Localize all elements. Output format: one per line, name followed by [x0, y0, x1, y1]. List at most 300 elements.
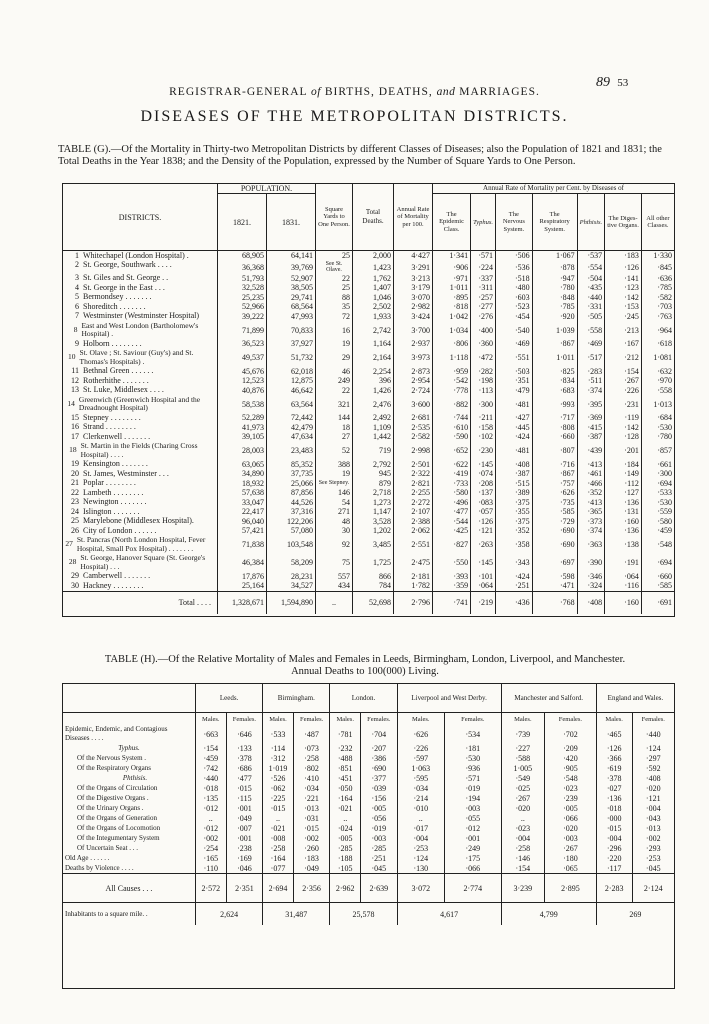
- square-yards: 52: [316, 442, 353, 460]
- nervous-rate: ·375: [496, 498, 533, 508]
- epidemic-rate: ·544: [433, 517, 471, 527]
- digestive-rate: ·184: [605, 460, 642, 470]
- nervous-rate: ·424: [496, 572, 533, 582]
- total-label: Total . . . .: [63, 591, 218, 614]
- district-label: Lambeth . . . . . . . .: [83, 487, 144, 497]
- cause-label: Of the Urinary Organs .: [77, 803, 144, 812]
- rate-value: ·005: [361, 803, 398, 813]
- rate-value: ·936: [444, 763, 501, 773]
- population-1831: 68,564: [267, 302, 316, 312]
- total-phthisis: ·408: [577, 591, 605, 614]
- population-1831: 37,927: [267, 339, 316, 349]
- digestive-rate: ·231: [605, 395, 642, 413]
- annual-rate: 3·600: [394, 395, 433, 413]
- respiratory-rate: ·716: [532, 460, 577, 470]
- district-label: Clerkenwell . . . . . . .: [83, 431, 151, 441]
- cause-label: Epidemic, Endemic, and Contagious Diseases . . . .: [65, 725, 168, 742]
- rate-value: ·258: [501, 843, 544, 853]
- males-header: Males.: [397, 713, 444, 726]
- place-header: London.: [330, 684, 397, 713]
- total-deaths: 945: [353, 469, 394, 479]
- phthisis-rate: ·558: [577, 321, 605, 339]
- row-number: 15: [71, 412, 79, 422]
- phthisis-rate: ·537: [577, 251, 605, 261]
- rate-value: ·154: [196, 743, 227, 753]
- district-name: [63, 386, 217, 396]
- row-number: 29: [71, 571, 79, 580]
- total-row: [63, 591, 674, 614]
- table-row: [63, 321, 674, 339]
- total-deaths: 1,273: [353, 498, 394, 508]
- other-rate: ·694: [641, 554, 674, 572]
- other-rate: ·530: [641, 423, 674, 433]
- header-left: REGISTRAR-GENERAL: [169, 86, 308, 98]
- epidemic-rate: ·818: [433, 302, 471, 312]
- rate-value: ·253: [397, 843, 444, 853]
- rate-value: ·571: [444, 773, 501, 783]
- table-h-caption-lead: TABLE (H).—Of the Relative Mortality of Males and Females in Leeds, Birmingham, London, Liverpool, and Manchester.: [104, 654, 626, 665]
- total-deaths: 719: [353, 442, 394, 460]
- rate-value: ·115: [226, 793, 263, 803]
- phthisis-rate: ·374: [577, 386, 605, 396]
- population-1821: 52,966: [218, 302, 267, 312]
- rate-value: ·597: [397, 753, 444, 763]
- rate-value: ·183: [293, 853, 330, 863]
- other-rate: ·533: [641, 488, 674, 498]
- population-1821: 32,528: [218, 283, 267, 293]
- population-1831: 42,479: [267, 423, 316, 433]
- digestive-rate: ·213: [605, 321, 642, 339]
- typhus-rate: ·158: [471, 423, 496, 433]
- total-deaths: 1,426: [353, 386, 394, 396]
- respiratory-rate: ·785: [532, 302, 577, 312]
- rate-value: ·227: [501, 743, 544, 753]
- rate-value: ·023: [545, 783, 597, 793]
- population-1821: 57,638: [218, 488, 267, 498]
- population-1821: 45,676: [218, 367, 267, 377]
- typhus-rate: ·101: [471, 572, 496, 582]
- respiratory-rate: 1·039: [532, 321, 577, 339]
- population-1821: 28,003: [218, 442, 267, 460]
- population-1831: 62,018: [267, 367, 316, 377]
- respiratory-rate: ·735: [532, 498, 577, 508]
- rate-value: ·043: [632, 813, 674, 823]
- phthisis-rate: ·283: [577, 367, 605, 377]
- annual-rate: 3·070: [394, 293, 433, 303]
- typhus-rate: ·360: [471, 339, 496, 349]
- epidemic-rate: ·906: [433, 261, 471, 274]
- rate-value: 1·019: [263, 763, 294, 773]
- rate-value: ·207: [361, 743, 398, 753]
- cause-label: Typhus.: [118, 743, 140, 752]
- typhus-rate: ·276: [471, 312, 496, 322]
- annual-rate: 2·475: [394, 554, 433, 572]
- population-1831: 122,206: [267, 517, 316, 527]
- all-causes-value: 2·895: [545, 874, 597, 903]
- rate-value: ·034: [293, 783, 330, 793]
- typhus-rate: ·311: [471, 283, 496, 293]
- district-label: Camberwell . . . . . . .: [83, 571, 151, 580]
- district-label: St. George, Southwark . . . .: [83, 260, 172, 269]
- all-causes-label: All Causes . . .: [63, 874, 196, 903]
- all-causes-value: 2·351: [226, 874, 263, 903]
- nervous-rate: ·352: [496, 526, 533, 536]
- phthisis-rate: ·415: [577, 423, 605, 433]
- other-rate: 1·330: [641, 251, 674, 261]
- rate-value: ·164: [263, 853, 294, 863]
- epidemic-rate: 1·034: [433, 321, 471, 339]
- row-number: 26: [71, 525, 79, 535]
- annual-rate: 2·322: [394, 469, 433, 479]
- table-g-grid: [63, 184, 674, 614]
- females-header: Females.: [444, 713, 501, 726]
- rate-value: ·220: [596, 853, 632, 863]
- rate-value: ·239: [545, 793, 597, 803]
- females-header: Females.: [361, 713, 398, 726]
- population-1821: 36,523: [218, 339, 267, 349]
- rate-value: ·487: [293, 725, 330, 743]
- col-districts: DISTRICTS.: [63, 184, 218, 251]
- district-label: St. Olave ; St. Saviour (Guy's) and St. Thomas's Hospitals) .: [79, 348, 194, 366]
- rate-value: ·021: [330, 803, 361, 813]
- total-deaths: 2,000: [353, 251, 394, 261]
- total-deaths: 2,792: [353, 460, 394, 470]
- typhus-rate: ·211: [471, 413, 496, 423]
- square-yards: See Stepney.: [316, 479, 353, 489]
- digestive-rate: ·149: [605, 469, 642, 479]
- other-rate: ·530: [641, 498, 674, 508]
- annual-rate: 3·291: [394, 261, 433, 274]
- rate-value: ·386: [361, 753, 398, 763]
- district-name: [63, 554, 217, 572]
- rate-value: ·056: [361, 813, 398, 823]
- rate-value: ·004: [596, 833, 632, 843]
- annual-rate: 2·535: [394, 423, 433, 433]
- annual-rate: 2·937: [394, 339, 433, 349]
- rate-value: ·258: [263, 843, 294, 853]
- other-rate: ·582: [641, 293, 674, 303]
- rate-value: ·154: [501, 863, 544, 874]
- respiratory-rate: ·848: [532, 293, 577, 303]
- rate-value: ·055: [444, 813, 501, 823]
- total-deaths: 1,725: [353, 554, 394, 572]
- district-label: St. Luke, Middlesex . . . .: [83, 385, 164, 394]
- table-row: [63, 498, 674, 508]
- population-1821: 71,838: [218, 536, 267, 554]
- population-1831: 28,231: [267, 572, 316, 582]
- nervous-rate: ·358: [496, 536, 533, 554]
- handwritten-number: 89: [596, 75, 610, 90]
- nervous-rate: ·551: [496, 349, 533, 367]
- district-label: Strand . . . . . . . .: [83, 422, 136, 431]
- rate-value: ·077: [263, 863, 294, 874]
- all-causes-value: 2·572: [196, 874, 227, 903]
- cause-label: Of the Integumentary System: [77, 833, 160, 842]
- rate-value: ·050: [330, 783, 361, 793]
- col-other: All other Classes.: [641, 194, 674, 251]
- other-rate: ·845: [641, 261, 674, 274]
- col-digestive: The Diges-tive Organs.: [605, 194, 642, 251]
- phthisis-rate: ·387: [577, 432, 605, 442]
- rate-value: ·012: [444, 823, 501, 833]
- square-yards: 35: [316, 302, 353, 312]
- header-middle: BIRTHS, DEATHS,: [324, 86, 433, 98]
- typhus-rate: ·230: [471, 442, 496, 460]
- row-number: 30: [71, 580, 79, 590]
- rate-value: ·039: [361, 783, 398, 793]
- rate-value: ·366: [596, 753, 632, 763]
- rate-value: ·221: [293, 793, 330, 803]
- phthisis-rate: ·413: [577, 460, 605, 470]
- annual-rate: 2·724: [394, 386, 433, 396]
- district-name: [63, 367, 217, 377]
- table-row: [63, 423, 674, 433]
- nervous-rate: ·355: [496, 507, 533, 517]
- males-header: Males.: [596, 713, 632, 726]
- cause-label: Deaths by Violence . . . .: [65, 863, 134, 872]
- cause-label: Of the Organs of Generation: [77, 813, 157, 822]
- rate-value: ·156: [361, 793, 398, 803]
- typhus-rate: ·472: [471, 349, 496, 367]
- annual-rate: 2·501: [394, 460, 433, 470]
- annual-rate: 2·582: [394, 432, 433, 442]
- other-rate: ·459: [641, 526, 674, 536]
- blank-corner-2: [63, 713, 196, 726]
- total-nervous: ·436: [496, 591, 533, 614]
- other-rate: ·780: [641, 432, 674, 442]
- nervous-rate: ·523: [496, 302, 533, 312]
- all-causes-value: 2·962: [330, 874, 361, 903]
- rate-value: 1·005: [501, 763, 544, 773]
- nervous-rate: ·408: [496, 460, 533, 470]
- header-and: and: [436, 86, 456, 98]
- nervous-rate: ·536: [496, 261, 533, 274]
- district-label: Whitechapel (London Hospital) .: [83, 250, 189, 260]
- phthisis-rate: ·517: [577, 349, 605, 367]
- square-yards: 16: [316, 321, 353, 339]
- other-rate: ·559: [641, 507, 674, 517]
- population-1821: 33,047: [218, 498, 267, 508]
- males-header: Males.: [263, 713, 294, 726]
- total-deaths: 1,109: [353, 423, 394, 433]
- table-row: [63, 843, 674, 853]
- rate-value: ·592: [632, 763, 674, 773]
- population-1821: 41,973: [218, 423, 267, 433]
- row-number: 24: [71, 506, 79, 516]
- district-name: [63, 460, 217, 470]
- table-row: [63, 479, 674, 489]
- annual-rate: 2·107: [394, 507, 433, 517]
- population-1831: 87,856: [267, 488, 316, 498]
- table-row: [63, 863, 674, 874]
- table-h-caption: [50, 654, 680, 677]
- digestive-rate: ·136: [605, 498, 642, 508]
- district-name: [63, 395, 217, 413]
- digestive-rate: ·191: [605, 554, 642, 572]
- col-epidemic: The Epidemic Class.: [433, 194, 471, 251]
- population-1831: 46,642: [267, 386, 316, 396]
- rate-value: ·005: [330, 833, 361, 843]
- inhabitants-value: 4,617: [397, 903, 501, 926]
- phthisis-rate: ·331: [577, 302, 605, 312]
- other-rate: ·548: [641, 536, 674, 554]
- district-name: [63, 261, 217, 271]
- epidemic-rate: ·622: [433, 460, 471, 470]
- rate-value: ·169: [226, 853, 263, 863]
- rate-value: ·905: [545, 763, 597, 773]
- cause-label: Of the Organs of Locomotion: [77, 823, 161, 832]
- rate-value: ·024: [330, 823, 361, 833]
- row-number: 28: [68, 557, 77, 567]
- page-number: 53: [617, 77, 629, 89]
- table-row: [63, 386, 674, 396]
- epidemic-rate: ·652: [433, 442, 471, 460]
- row-number: 21: [71, 478, 79, 487]
- row-number: 12: [71, 375, 79, 385]
- phthisis-rate: ·469: [577, 339, 605, 349]
- rate-value: ·121: [632, 793, 674, 803]
- respiratory-rate: ·471: [532, 581, 577, 591]
- table-row: [63, 517, 674, 527]
- other-rate: ·763: [641, 312, 674, 322]
- total-deaths: 1,442: [353, 432, 394, 442]
- epidemic-rate: 1·011: [433, 283, 471, 293]
- annual-rate: 2·272: [394, 498, 433, 508]
- cause-label: Old Age . . . . . .: [65, 853, 110, 862]
- total-deaths: 784: [353, 581, 394, 591]
- other-rate: ·660: [641, 572, 674, 582]
- district-label: Poplar . . . . . . . .: [83, 478, 136, 487]
- place-header: England and Wales.: [596, 684, 674, 713]
- page-title: DISEASES OF THE METROPOLITAN DISTRICTS.: [140, 108, 569, 125]
- rate-value: ·267: [545, 843, 597, 853]
- district-name: [63, 479, 217, 489]
- rate-value: ·114: [263, 743, 294, 753]
- table-row: [63, 793, 674, 803]
- rate-value: ·595: [397, 773, 444, 783]
- rate-value: ·619: [596, 763, 632, 773]
- phthisis-rate: ·439: [577, 442, 605, 460]
- digestive-rate: ·116: [605, 581, 642, 591]
- square-yards: 75: [316, 554, 353, 572]
- rate-value: ·180: [545, 853, 597, 863]
- rate-value: ·548: [545, 773, 597, 783]
- population-1831: 38,505: [267, 283, 316, 293]
- rate-value: ·002: [293, 833, 330, 843]
- other-rate: ·558: [641, 386, 674, 396]
- annual-rate: 2·873: [394, 367, 433, 377]
- table-row: [63, 783, 674, 793]
- table-row: [63, 469, 674, 479]
- respiratory-rate: ·807: [532, 442, 577, 460]
- epidemic-rate: ·550: [433, 554, 471, 572]
- rate-value: ·702: [545, 725, 597, 743]
- respiratory-rate: ·780: [532, 283, 577, 293]
- place-header: Leeds.: [196, 684, 263, 713]
- digestive-rate: ·064: [605, 572, 642, 582]
- row-number: 22: [71, 487, 79, 497]
- females-header: Females.: [632, 713, 674, 726]
- rate-value: ·015: [596, 823, 632, 833]
- total-deaths: 1,407: [353, 283, 394, 293]
- respiratory-rate: ·878: [532, 261, 577, 274]
- table-row: [63, 813, 674, 823]
- respiratory-rate: ·598: [532, 572, 577, 582]
- table-g-body: [63, 251, 674, 614]
- respiratory-rate: ·717: [532, 413, 577, 423]
- population-1821: 12,523: [218, 376, 267, 386]
- table-row: [63, 753, 674, 763]
- row-number: 25: [71, 516, 79, 525]
- rate-value: ..: [263, 813, 294, 823]
- all-causes-value: 2·639: [361, 874, 398, 903]
- phthisis-rate: ·435: [577, 283, 605, 293]
- total-deaths: 1,423: [353, 261, 394, 274]
- rate-value: ..: [330, 813, 361, 823]
- epidemic-rate: ·419: [433, 469, 471, 479]
- rate-value: ·296: [596, 843, 632, 853]
- epidemic-rate: ·733: [433, 479, 471, 489]
- rate-value: ·254: [196, 843, 227, 853]
- district-label: St. Martin in the Fields (Charing Cross Hospital) . . . .: [80, 441, 198, 459]
- population-1831: 47,634: [267, 432, 316, 442]
- nervous-rate: ·454: [496, 312, 533, 322]
- rate-value: ·267: [501, 793, 544, 803]
- population-1831: 37,735: [267, 469, 316, 479]
- total-digestive: ·160: [605, 591, 642, 614]
- total-deaths: 1,164: [353, 339, 394, 349]
- table-row: [63, 823, 674, 833]
- nervous-rate: ·389: [496, 488, 533, 498]
- rate-value: ·045: [632, 863, 674, 874]
- population-1831: 85,352: [267, 460, 316, 470]
- digestive-rate: ·167: [605, 339, 642, 349]
- table-row: [63, 572, 674, 582]
- total-deaths: 866: [353, 572, 394, 582]
- rate-value: ·802: [293, 763, 330, 773]
- epidemic-rate: ·590: [433, 432, 471, 442]
- rate-value: ·377: [361, 773, 398, 783]
- table-h: [62, 683, 675, 989]
- epidemic-rate: ·393: [433, 572, 471, 582]
- respiratory-rate: ·626: [532, 488, 577, 498]
- rate-value: ·031: [293, 813, 330, 823]
- rate-value: ·690: [361, 763, 398, 773]
- row-number: 8: [73, 324, 78, 334]
- rate-value: ·146: [501, 853, 544, 863]
- rate-value: ·062: [263, 783, 294, 793]
- rate-value: ·020: [501, 803, 544, 813]
- table-row: [63, 488, 674, 498]
- district-label: St. James, Westminster . . .: [83, 468, 169, 478]
- col-1831: 1831.: [267, 194, 316, 251]
- typhus-rate: ·198: [471, 376, 496, 386]
- respiratory-rate: ·834: [532, 376, 577, 386]
- population-1821: 17,876: [218, 572, 267, 582]
- district-label: Greenwich (Greenwich Hospital and the Dreadnought Hospital): [78, 394, 201, 412]
- epidemic-rate: ·959: [433, 367, 471, 377]
- table-row: [63, 763, 674, 773]
- other-rate: ·580: [641, 517, 674, 527]
- typhus-rate: ·057: [471, 507, 496, 517]
- rate-value: ·066: [545, 813, 597, 823]
- square-yards: 388: [316, 460, 353, 470]
- row-number: 18: [69, 445, 77, 455]
- epidemic-rate: ·744: [433, 413, 471, 423]
- males-header: Males.: [330, 713, 361, 726]
- square-yards: 22: [316, 386, 353, 396]
- other-rate: ·785: [641, 283, 674, 293]
